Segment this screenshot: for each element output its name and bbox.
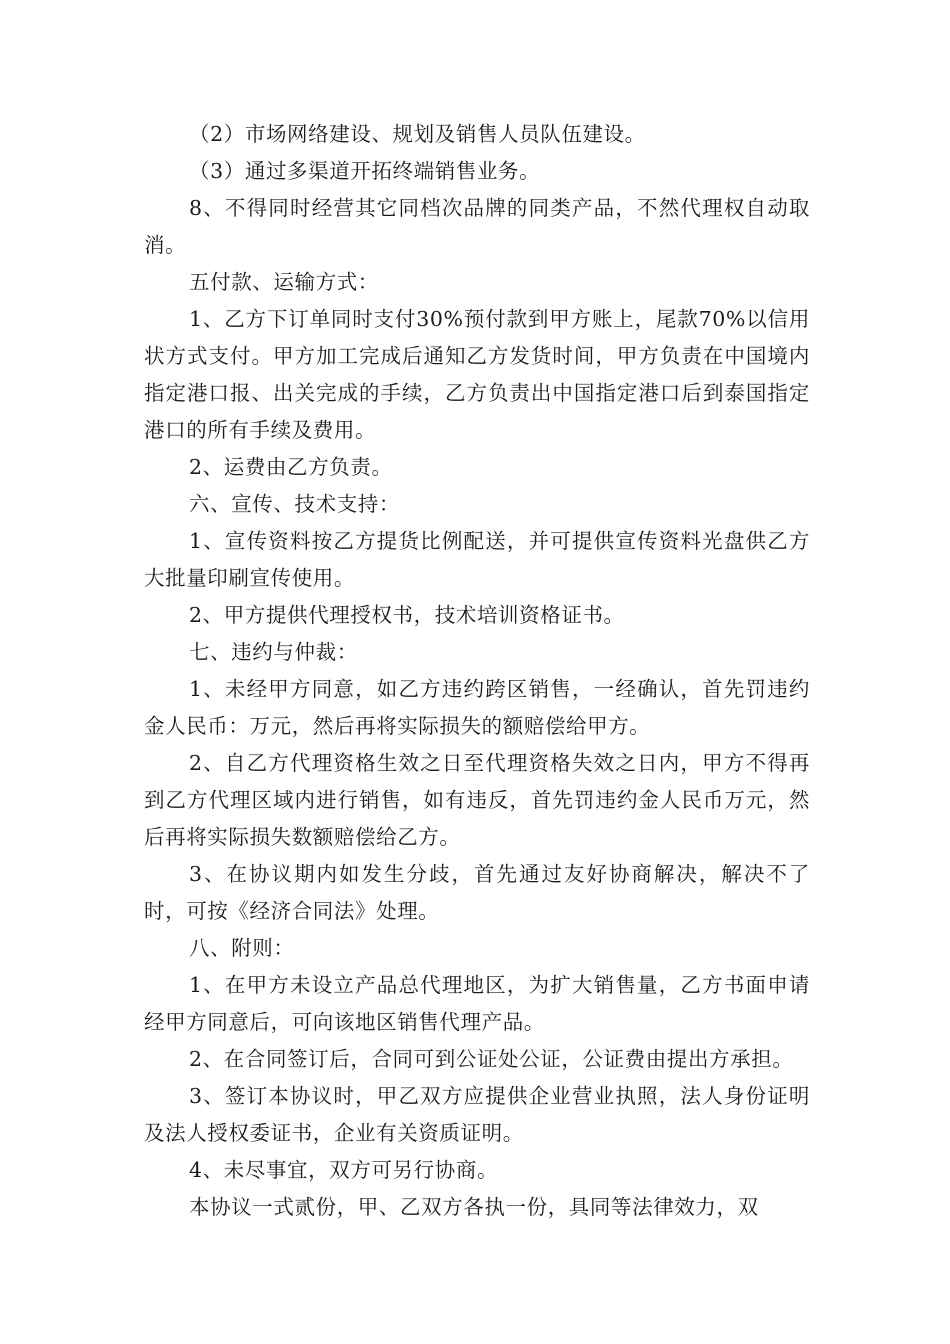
- paragraph-breach-2: 2、自乙方代理资格生效之日至代理资格失效之日内，甲方不得再到乙方代理区域内进行销售，如有违反，首先罚违约金人民币万元，然后再将实际损失数额赔偿给乙方。: [144, 751, 810, 849]
- paragraph-supplementary-4: 4、未尽事宜，双方可另行协商。: [189, 1158, 499, 1182]
- paragraph-supplementary-3: 3、签订本协议时，甲乙双方应提供企业营业执照，法人身份证明及法人授权委证书，企业有关资质证明。: [144, 1084, 810, 1145]
- section-heading-breach: 七、违约与仲裁：: [189, 640, 358, 664]
- paragraph-supplementary-2: 2、在合同签订后，合同可到公证处公证，公证费由提出方承担。: [189, 1047, 794, 1071]
- document-body: [144, 116, 810, 1226]
- paragraph-promotion-2: 2、甲方提供代理授权书，技术培训资格证书。: [189, 603, 625, 627]
- section-heading-payment: 五付款、运输方式：: [189, 270, 379, 294]
- paragraph-breach-3: 3、在协议期内如发生分歧，首先通过友好协商解决，解决不了时，可按《经济合同法》处理。: [144, 862, 810, 923]
- paragraph-promotion-1: 1、宣传资料按乙方提货比例配送，并可提供宣传资料光盘供乙方大批量印刷宣传使用。: [144, 529, 810, 590]
- paragraph-clause-8: 8、不得同时经营其它同档次品牌的同类产品，不然代理权自动取消。: [144, 196, 810, 257]
- paragraph-copies: 本协议一式贰份，甲、乙双方各执一份，具同等法律效力，双: [189, 1195, 759, 1219]
- paragraph-payment-2: 2、运费由乙方负责。: [189, 455, 393, 479]
- paragraph-market-network: （2）市场网络建设、规划及销售人员队伍建设。: [189, 122, 646, 146]
- paragraph-supplementary-1: 1、在甲方未设立产品总代理地区，为扩大销售量，乙方书面申请经甲方同意后，可向该地区销售代理产品。: [144, 973, 810, 1034]
- section-heading-promotion: 六、宣传、技术支持：: [189, 492, 400, 516]
- paragraph-payment-1: 1、乙方下订单同时支付30%预付款到甲方账上，尾款70%以信用状方式支付。甲方加工完成后通知乙方发货时间，甲方负责在中国境内指定港口报、出关完成的手续，乙方负责出中国指定港口后到泰国指定港口的所有手续及费用。: [144, 307, 810, 442]
- section-heading-supplementary: 八、附则：: [189, 936, 295, 960]
- paragraph-multi-channel: （3）通过多渠道开拓终端销售业务。: [189, 159, 541, 183]
- paragraph-breach-1: 1、未经甲方同意，如乙方违约跨区销售，一经确认，首先罚违约金人民币：万元，然后再将实际损失的额赔偿给甲方。: [144, 677, 810, 738]
